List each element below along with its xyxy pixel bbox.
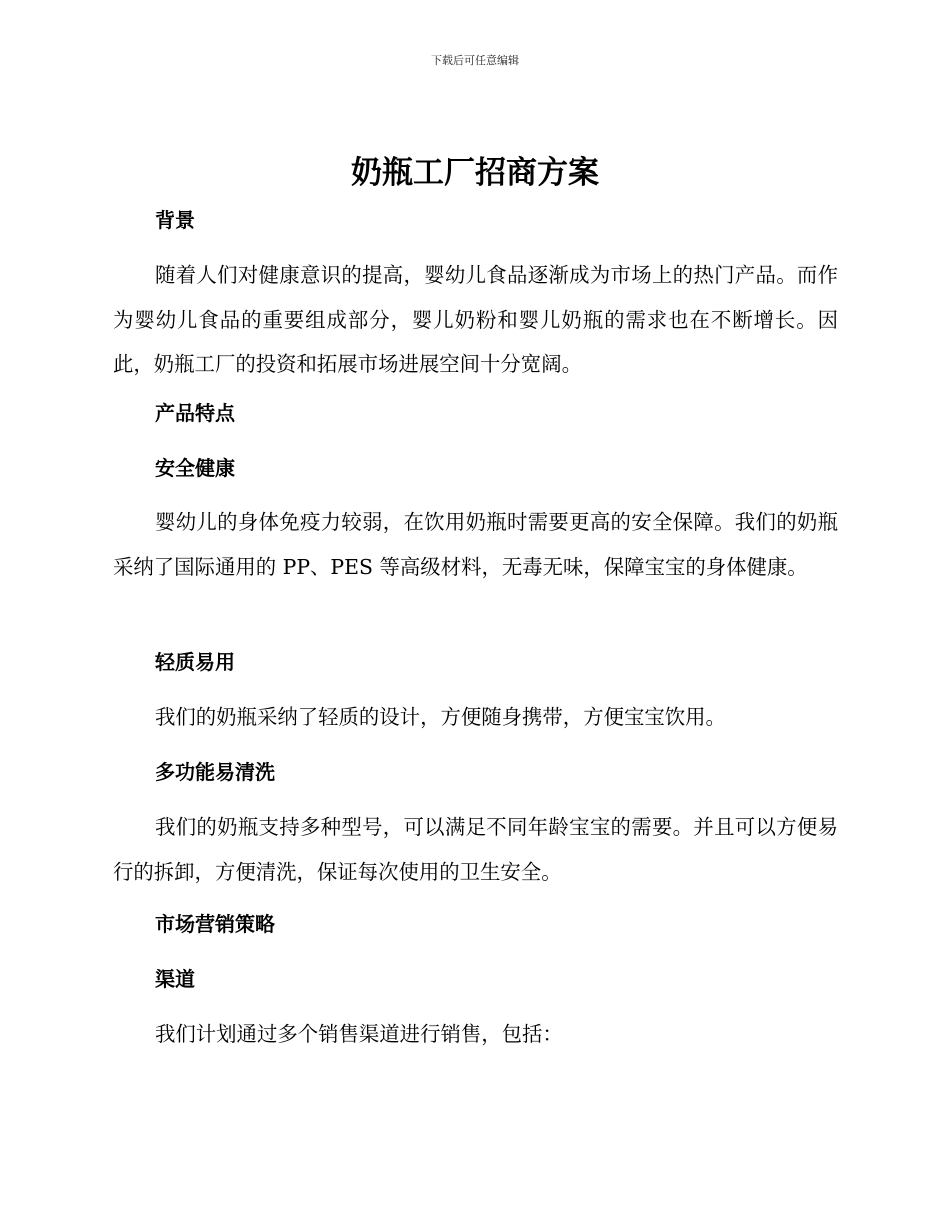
- heading-multifunction: 多功能易清洗: [155, 760, 275, 784]
- page-title: 奶瓶工厂招商方案: [351, 155, 599, 191]
- paragraph-multifunction: 我们的奶瓶支持多种型号，可以满足不同年龄宝宝的需要。并且可以方便易行的拆卸，方便清洗，保证每次使用的卫生安全。: [113, 815, 838, 884]
- heading-product-features: 产品特点: [155, 401, 235, 425]
- header-note: 下载后可任意编辑: [431, 54, 519, 67]
- heading-safety: 安全健康: [155, 456, 235, 480]
- heading-marketing: 市场营销策略: [155, 912, 275, 936]
- paragraph-lightweight: 我们的奶瓶采纳了轻质的设计，方便随身携带，方便宝宝饮用。: [155, 705, 726, 729]
- heading-lightweight: 轻质易用: [155, 650, 235, 674]
- paragraph-background: 随着人们对健康意识的提高，婴幼儿食品逐渐成为市场上的热门产品。而作为婴幼儿食品的重要组成部分，婴儿奶粉和婴儿奶瓶的需求也在不断增长。因此，奶瓶工厂的投资和拓展市场进展空间十分宽阔。: [113, 263, 838, 376]
- paragraph-safety: 婴幼儿的身体免疫力较弱，在饮用奶瓶时需要更高的安全保障。我们的奶瓶采纳了国际通用的 PP、PES 等高级材料，无毒无味，保障宝宝的身体健康。: [113, 510, 838, 579]
- heading-background: 背景: [155, 208, 195, 232]
- heading-channels: 渠道: [155, 967, 195, 991]
- paragraph-channels: 我们计划通过多个销售渠道进行销售，包括：: [155, 1022, 563, 1046]
